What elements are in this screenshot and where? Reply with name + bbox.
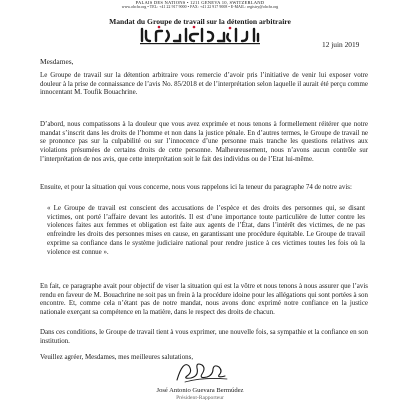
paragraph-intro: Le Groupe de travail sur la détention arbitraire vous remercie d’avoir pris l’initiative de venir lui exposer votre douleur à la prise de connaissance de l’avis No. 85/2018 et de l’interprétation selon laquelle il aurait été perçu comme innocentant M. Toufik Bouachrine. bbox=[40, 71, 368, 97]
handwritten-signature bbox=[169, 354, 239, 386]
paragraph-objective: En fait, ce paragraphe avait pour objectif de viser la situation qui est la vôtre et nous tenons à nous assurer que l’avis rendu en faveur de M. Bouachrine ne soit pas un frein à la procédure idoine pour les allégations qui sont portées à son encontre. Et, comme cela n’étant pas de notre mandat, nous avons donc exprimé notre confiance en la justice nationale exerçant sa compétence en la matière, dans le respect des droits de chacun. bbox=[40, 282, 368, 317]
header-contacts: www.ohchr.org • TEL: +41 22 917 9000 • FAX: +41 22 917 9008 • E-MAIL: registry@ohchr.org bbox=[121, 5, 279, 9]
mandate-title: Mandat du Groupe de travail sur la détention arbitraire bbox=[109, 17, 291, 26]
logo-baseline bbox=[140, 43, 260, 44]
salutation: Mesdames, bbox=[40, 57, 74, 66]
paragraph-reference: Ensuite, et pour la situation qui vous concerne, nous vous rappelons ici la teneur du paragraphe 74 de notre avis: bbox=[40, 183, 352, 191]
closing-line: Veuillez agréer, Mesdames, mes meilleures salutations, bbox=[40, 353, 194, 361]
logo-accent-dots bbox=[158, 26, 232, 30]
signatory-title: Président-Rapporteur bbox=[176, 395, 224, 400]
header-address: PALAIS DES NATIONS • 1211 GENEVA 10, SWITZERLAND bbox=[135, 0, 265, 5]
quoted-paragraph-74: « Le Groupe de travail est conscient des accusations de l’espèce et des droits des personnes qui, se disant victimes, ont porté l’affaire devant les autorités. Il est d’une importance toute particulière de lutter contre les violences faites aux femmes et obligation est faite aux agents de l’État, dans l’intérêt des victimes, de ne pas enfreindre les droits des personnes mises en cause, en garantissant une procédure équitable. Le Groupe de travail exprime sa confiance dans le système judiciaire national pour rendre justice à ces victimes toutes les fois où la violence est connue ». bbox=[47, 204, 365, 256]
paragraph-conclusion: Dans ces conditions, le Groupe de travail tient à vous exprimer, une nouvelle fois, sa sympathie et la confiance en son institution. bbox=[40, 328, 368, 345]
letter-date: 12 juin 2019 bbox=[322, 40, 360, 49]
signatory-name: José Antonio Guevara Bermúdez bbox=[156, 387, 244, 394]
logo-glyph-strokes bbox=[142, 29, 258, 41]
paragraph-mandate: D’abord, nous compatissons à la douleur que vous avez exprimée et nous tenons à formellement réitérer que notre mandat s’inscrit dans les droits de l’homme et non dans la justice pénale. En d’autres termes, le Groupe de travail ne se prononce pas sur la culpabilité ou sur l’innocence d’une personne mais tranche les questions relatives aux violations présumées de certains droits de cette personne. Malheureusement, nous n’avons aucun contrôle sur l’interprétation de nos avis, que cette interprétation soit le fait des individus ou de l’Etat lui-même. bbox=[40, 120, 368, 163]
addressee-logo bbox=[136, 23, 264, 47]
